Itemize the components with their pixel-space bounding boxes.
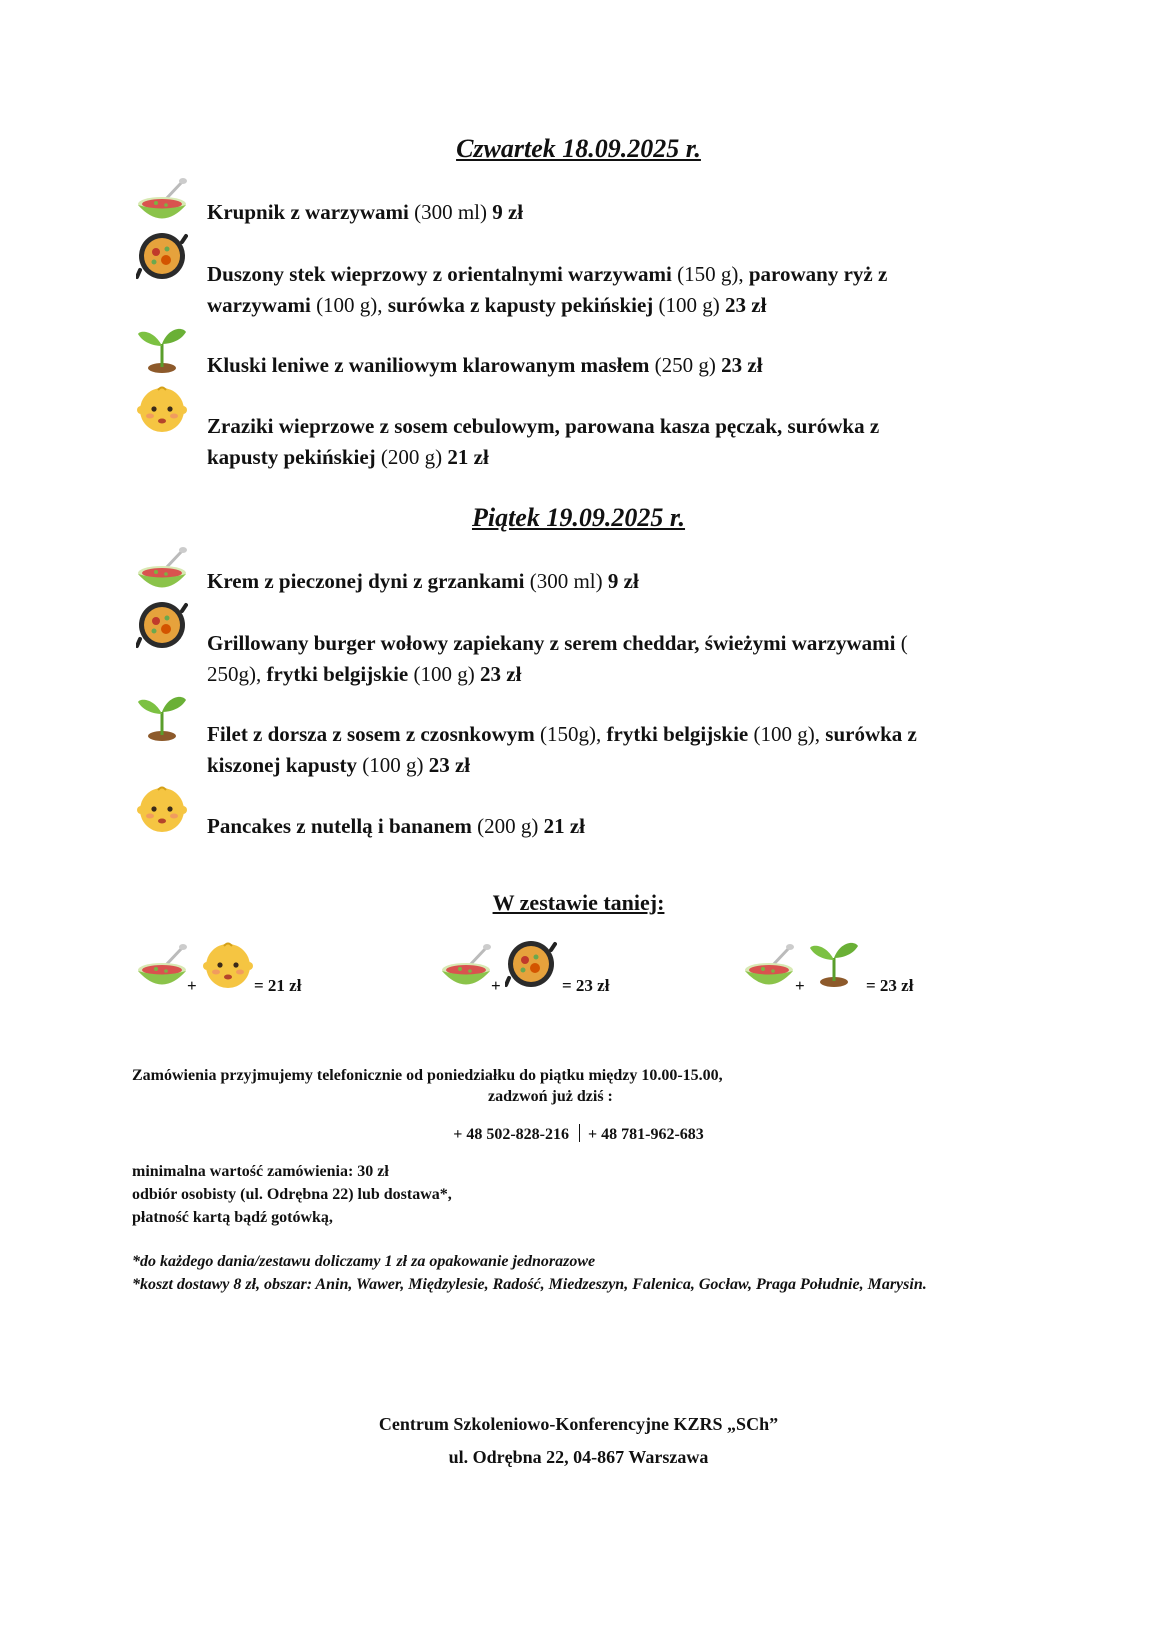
paella-pan-icon <box>505 938 557 990</box>
combo-price: = 23 zł <box>562 976 610 995</box>
seedling-icon <box>808 936 860 988</box>
day-title-friday: Piątek 19.09.2025 r. <box>471 503 686 532</box>
menu-item: Kluski leniwe z waniliowym klarowanym masłem (250 g) 23 zł <box>207 353 763 377</box>
soup-bowl-icon <box>743 942 795 994</box>
paella-pan-icon <box>136 599 188 651</box>
pickup-text: odbiór osobisty (ul. Odrębna 22) lub dostawa*, <box>132 1186 452 1203</box>
plus-sign: + <box>491 976 501 995</box>
phone-divider <box>579 1124 580 1142</box>
phone-2[interactable]: + 48 781-962-683 <box>588 1126 704 1143</box>
combo-price: = 23 zł <box>866 976 914 995</box>
menu-item: Krupnik z warzywami (300 ml) 9 zł <box>207 200 524 224</box>
soup-bowl-icon <box>440 942 492 994</box>
phone-numbers <box>0 1123 1157 1146</box>
menu-item: Pancakes z nutellą i bananem (200 g) 21 zł <box>207 814 586 838</box>
menu-item: Duszony stek wieprzowy z orientalnymi warzywami (150 g), parowany ryż z warzywami (100 g), surówka z kapusty pekińskiej (100 g) 23 zł <box>207 262 888 317</box>
baby-face-icon <box>136 782 188 834</box>
paella-pan-icon <box>136 230 188 282</box>
seedling-icon <box>136 322 188 374</box>
min-order-text: minimalna wartość zamówienia: 30 zł <box>132 1163 389 1180</box>
payment-text: płatność kartą bądź gotówką, <box>132 1209 333 1226</box>
seedling-icon <box>136 690 188 742</box>
day-title-thursday: Czwartek 18.09.2025 r. <box>456 134 701 163</box>
combo-price: = 21 zł <box>254 976 302 995</box>
combo-title: W zestawie taniej: <box>492 890 665 915</box>
packaging-note: *do każdego dania/zestawu doliczamy 1 zł za opakowanie jednorazowe <box>132 1253 596 1270</box>
soup-bowl-icon <box>136 545 188 597</box>
baby-face-icon <box>202 938 254 990</box>
footer-address: ul. Odrębna 22, 04-867 Warszawa <box>448 1447 709 1467</box>
footer-organization: Centrum Szkoleniowo-Konferencyjne KZRS „SCh” <box>378 1414 779 1434</box>
soup-bowl-icon <box>136 176 188 228</box>
plus-sign: + <box>795 976 805 995</box>
order-info-line1: Zamówienia przyjmujemy telefonicznie od poniedziałku do piątku między 10.00-15.00, <box>132 1067 723 1084</box>
order-info-line2: zadzwoń już dziś : <box>488 1088 613 1105</box>
phone-1[interactable]: + 48 502-828-216 <box>453 1126 569 1143</box>
menu-item: Zraziki wieprzowe z sosem cebulowym, parowana kasza pęczak, surówka z kapusty pekińskiej (200 g) 21 zł <box>207 414 880 469</box>
plus-sign: + <box>187 976 197 995</box>
menu-item: Grillowany burger wołowy zapiekany z serem cheddar, świeżymi warzywami ( 250g), frytki belgijskie (100 g) 23 zł <box>207 631 908 686</box>
delivery-note: *koszt dostawy 8 zł, obszar: Anin, Wawer, Międzylesie, Radość, Miedzeszyn, Falenica, Gocław, Praga Południe, Marysin. <box>132 1276 927 1293</box>
menu-item: Krem z pieczonej dyni z grzankami (300 ml) 9 zł <box>207 569 639 593</box>
menu-item: Filet z dorsza z sosem z czosnkowym (150g), frytki belgijskie (100 g), surówka z kiszonej kapusty (100 g) 23 zł <box>207 722 917 777</box>
soup-bowl-icon <box>136 942 188 994</box>
baby-face-icon <box>136 382 188 434</box>
